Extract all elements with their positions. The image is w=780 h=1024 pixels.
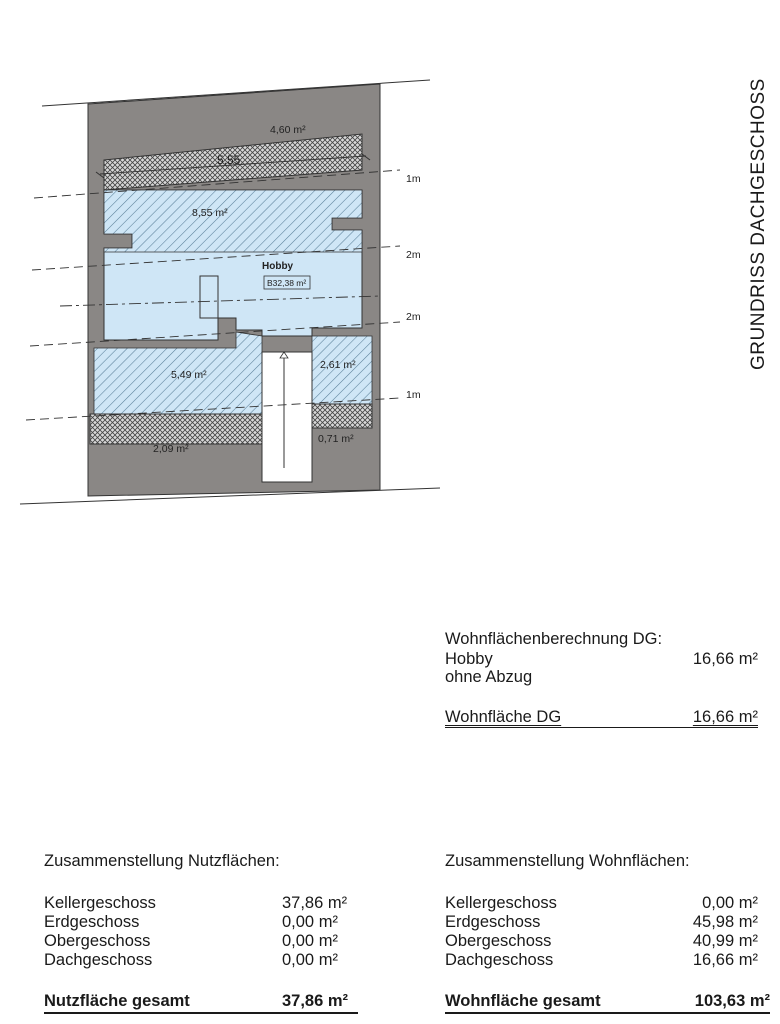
area-label-right: 2,61 m² bbox=[320, 359, 356, 371]
wohn-row-label: Dachgeschoss bbox=[445, 951, 554, 969]
dg-calc-row-value: 16,66 m² bbox=[692, 650, 758, 668]
nutz-row-label: Obergeschoss bbox=[44, 932, 151, 950]
dg-calc-title: Wohnflächenberechnung DG: bbox=[445, 630, 663, 648]
height-label-1: 1m bbox=[406, 173, 421, 185]
room-name-label: Hobby bbox=[262, 261, 294, 272]
wohn-row-label: Kellergeschoss bbox=[445, 894, 557, 912]
dg-calc-total-underline bbox=[445, 727, 758, 728]
wohn-row-value: 45,98 m² bbox=[692, 913, 758, 931]
dg-calc-total-value: 16,66 m² bbox=[692, 708, 758, 726]
nutz-row-value: 0,00 m² bbox=[282, 951, 338, 969]
nutz-total-value: 37,86 m² bbox=[282, 992, 349, 1010]
area-label-bottom-right: 0,71 m² bbox=[318, 433, 354, 445]
wohn-title: Zusammenstellung Wohnflächen: bbox=[445, 852, 690, 870]
area-label-upper: 8,55 m² bbox=[192, 207, 228, 219]
nutz-row-label: Dachgeschoss bbox=[44, 951, 153, 969]
wohn-total-underline bbox=[445, 1012, 770, 1014]
slope-zone-top bbox=[104, 190, 362, 252]
wohn-total-label: Wohnfläche gesamt bbox=[445, 992, 601, 1010]
nutz-row-label: Erdgeschoss bbox=[44, 913, 140, 931]
wohn-total-value: 103,63 m² bbox=[694, 992, 770, 1010]
wohn-row-value: 16,66 m² bbox=[692, 951, 758, 969]
area-label-top: 4,60 m² bbox=[270, 124, 306, 136]
height-label-3: 2m bbox=[406, 311, 421, 323]
low-zone-bottom-right bbox=[312, 404, 372, 428]
area-label-left: 5,49 m² bbox=[171, 369, 207, 381]
stair-opening bbox=[262, 352, 312, 482]
nutz-total-underline bbox=[44, 1012, 358, 1014]
nutz-row-value: 0,00 m² bbox=[282, 932, 338, 950]
room-area-box-text: B32,38 m² bbox=[267, 278, 307, 288]
height-label-2: 2m bbox=[406, 249, 421, 261]
nutz-row-label: Kellergeschoss bbox=[44, 894, 156, 912]
dg-calc-total-label: Wohnfläche DG bbox=[445, 708, 562, 726]
nutz-row-value: 37,86 m² bbox=[282, 894, 348, 912]
wohn-row-label: Erdgeschoss bbox=[445, 913, 541, 931]
wohn-row-value: 40,99 m² bbox=[692, 932, 758, 950]
dg-calc-row-label: Hobby bbox=[445, 650, 493, 668]
floor-plan-drawing bbox=[0, 0, 440, 520]
nutz-total-label: Nutzfläche gesamt bbox=[44, 992, 190, 1010]
area-label-bottom-left: 2,09 m² bbox=[153, 443, 189, 455]
wohn-row-label: Obergeschoss bbox=[445, 932, 552, 950]
drawing-title: GRUNDRISS DACHGESCHOSS bbox=[748, 78, 769, 370]
nutz-row-value: 0,00 m² bbox=[282, 913, 338, 931]
low-zone-bottom-left bbox=[90, 414, 262, 444]
dg-calc-note: ohne Abzug bbox=[445, 668, 533, 686]
wohn-row-value: 0,00 m² bbox=[702, 894, 758, 912]
height-label-4: 1m bbox=[406, 389, 421, 401]
nutz-title: Zusammenstellung Nutzflächen: bbox=[44, 852, 280, 870]
dimension-label: 5,55 bbox=[217, 153, 241, 167]
